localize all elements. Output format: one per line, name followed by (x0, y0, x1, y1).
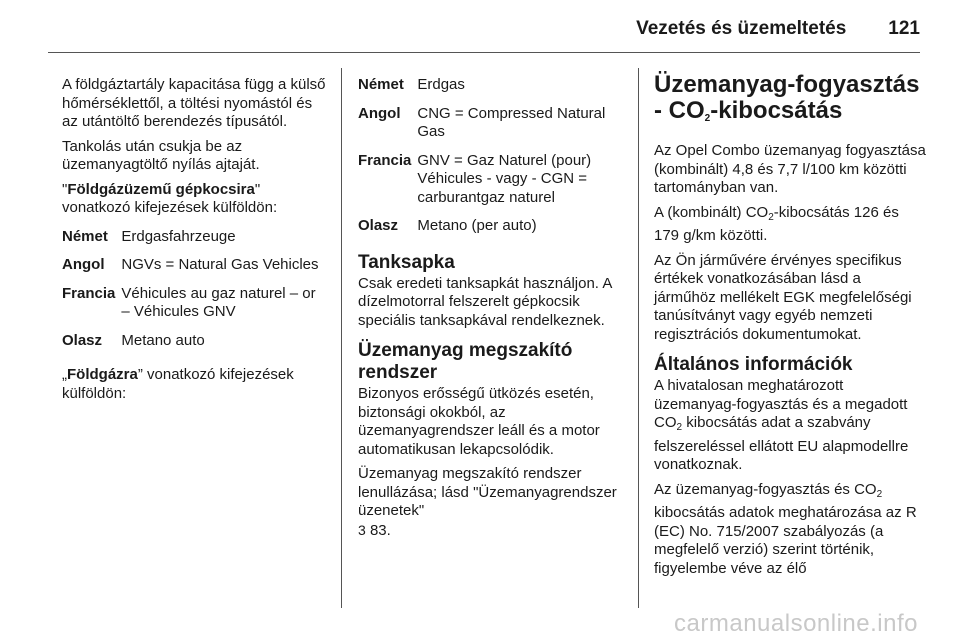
section-heading-megszakito: Üzemanyag megszakító rendszer (358, 340, 573, 383)
paragraph: Az Ön járművére érvényes specifikus értékek vonatkozásában lásd a járműhöz mellékelt EGK megfelelőségi tanúsítványt vagy egyéb nemzeti regisztrációs dokumentumokat. (654, 251, 912, 343)
page-header (0, 18, 920, 40)
section-heading-fogyasztas: Üzemanyag-fogyasztás - $CO_2$-kibocsátás (654, 71, 920, 124)
term-row: Német Erdgas (358, 76, 465, 93)
column-1 (62, 76, 326, 409)
watermark: carmanualsonline.info (674, 610, 918, 637)
paragraph: Bizonyos erősségű ütközés esetén, biztonsági okokból, az üzemanyagrendszer leáll és a motor automatikusan lekapcsolódik. (358, 385, 600, 458)
paragraph: Az üzemanyag-fogyasztás és $CO_2$ kibocsátás adatok meghatározása az R (EC) No. 715/2007 szabályozás (a megfelelő verzió) szerint történik, figyelembe véve az élő (654, 480, 917, 577)
section-heading-tanksapka: Tanksapka (358, 251, 455, 273)
term-row: Német Erdgasfahrzeuge (62, 227, 236, 245)
terms-table-gas (358, 76, 626, 246)
paragraph: Tankolás után csukja be az üzemanyagtöltő nyílás ajtaját. (62, 137, 260, 173)
column-divider (341, 68, 342, 608)
section-heading-altalanos: Általános információk (654, 354, 853, 375)
paragraph: Az Opel Combo üzemanyag fogyasztása (kombinált) 4,8 és 7,7 l/100 km közötti tartományban van. (654, 142, 926, 196)
header-divider (48, 52, 920, 53)
page-reference-link[interactable]: 83. (369, 521, 391, 539)
column-divider (638, 68, 639, 608)
page-number: 121 (888, 18, 920, 39)
column-2 (358, 76, 626, 546)
paragraph: Üzemanyag megszakító rendszer lenullázása; lásd "Üzemanyagrendszer üzenetek" 3 83. (358, 465, 617, 539)
terms-table-vehicle (62, 228, 326, 361)
page-reference-arrow-icon: 3 (358, 521, 366, 538)
term-row: Angol NGVs = Natural Gas Vehicles (62, 256, 319, 273)
term-row: Angol CNG = Compressed Natural Gas (358, 104, 606, 140)
column-3 (654, 72, 926, 584)
term-row: Francia Véhicules au gaz naturel – or – Véhicules GNV (62, 284, 316, 320)
paragraph: A hivatalosan meghatározott üzemanyag-fogyasztás és a megadott $CO_2$ kibocsátás adat a szabvány felszereléssel ellátott EU alapmodellre vonatkoznak. (654, 377, 909, 473)
term-row: Olasz Metano auto (62, 331, 205, 349)
paragraph: „Földgázra” vonatkozó kifejezések külföldön: (62, 366, 294, 402)
term-row: Francia GNV = Gaz Naturel (pour) Véhicules - vagy - CGN = carburantgaz naturel (358, 151, 592, 206)
paragraph: Csak eredeti tanksapkát használjon. A dízelmotorral felszerelt gépkocsik speciális tanksapkával rendelkeznek. (358, 274, 612, 329)
term-row: Olasz Metano (per auto) (358, 217, 537, 234)
paragraph: "Földgázüzemű gépkocsira" vonatkozó kifejezések külföldön: (62, 180, 278, 216)
paragraph: A (kombinált) $CO_2$-kibocsátás 126 és 179 g/km közötti. (654, 203, 899, 244)
paragraph: A földgáztartály kapacitása függ a külső hőmérséklettől, a töltési nyomástól és az utántöltő berendezés típusától. (62, 76, 326, 130)
page-title: Vezetés és üzemeltetés (636, 18, 847, 39)
